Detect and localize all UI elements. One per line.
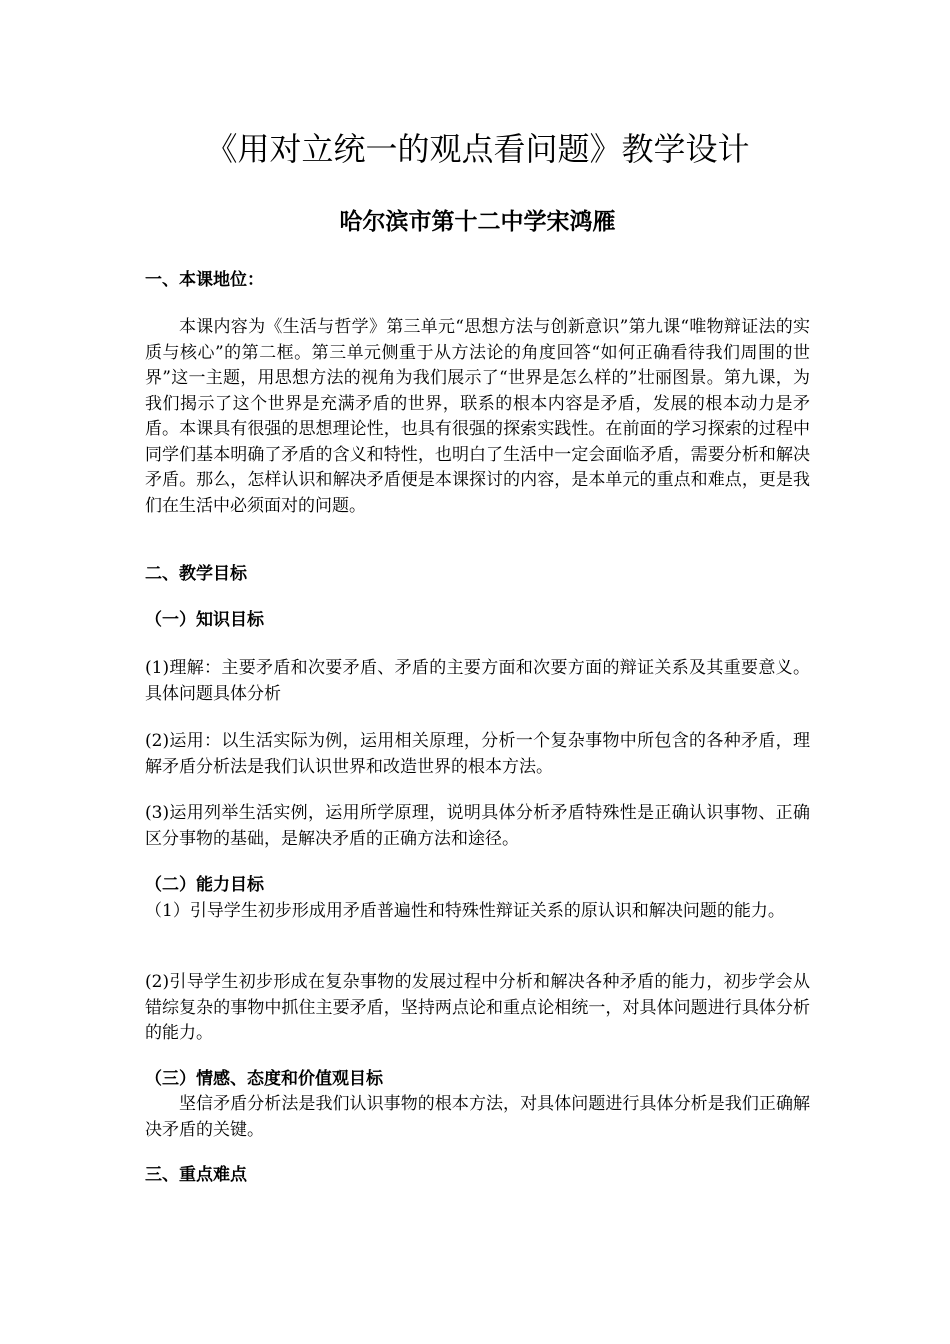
course-position-paragraph: 本课内容为《生活与哲学》第三单元“思想方法与创新意识”第九课“唯物辩证法的实质与核心”的第二框。第三单元侧重于从方法论的角度回答“如何正确看待我们周围的世界”这一主题，用思想方法的视角为我们展示了“世界是怎么样的”壮丽图景。第九课，为我们揭示了这个世界是充满矛盾的世界，联系的根本内容是矛盾，发展的根本动力是矛盾。本课具有很强的思想理论性，也具有很强的探索实践性。在前面的学习探索的过程中同学们基本明确了矛盾的含义和特性，也明白了生活中一定会面临矛盾，需要分析和解决矛盾。那么，怎样认识和解决矛盾便是本课探讨的内容，是本单元的重点和难点，更是我们在生活中必须面对的问题。 — [145, 317, 810, 516]
knowledge-goal-item-3: (3)运用列举生活实例，运用所学原理，说明具体分析矛盾特殊性是正确认识事物、正确区分事物的基础，是解决矛盾的正确方法和途径。 — [145, 803, 810, 849]
document-author: 哈尔滨市第十二中学宋鸿雁 — [339, 208, 616, 235]
knowledge-goal-item-2: (2)运用：以生活实际为例，运用相关原理，分析一个复杂事物中所包含的各种矛盾，理解矛盾分析法是我们认识世界和改造世界的根本方法。 — [145, 731, 810, 777]
ability-goal-item-1: （1）引导学生初步形成用矛盾普遍性和特殊性辩证关系的原认识和解决问题的能力。 — [145, 901, 785, 921]
subheading-knowledge-goals: （一）知识目标 — [145, 610, 264, 630]
values-goal-paragraph: 坚信矛盾分析法是我们认识事物的根本方法，对具体问题进行具体分析是我们正确解决矛盾的关键。 — [145, 1094, 810, 1140]
ability-goal-item-2: (2)引导学生初步形成在复杂事物的发展过程中分析和解决各种矛盾的能力，初步学会从错综复杂的事物中抓住主要矛盾，坚持两点论和重点论相统一，对具体问题进行具体分析的能力。 — [145, 972, 810, 1043]
section-heading-teaching-goals: 二、教学目标 — [145, 564, 247, 584]
section-heading-key-difficulties: 三、重点难点 — [145, 1165, 247, 1185]
knowledge-goal-item-1: (1)理解：主要矛盾和次要矛盾、矛盾的主要方面和次要方面的辩证关系及其重要意义。具体问题具体分析 — [145, 658, 810, 704]
subheading-values-goals: （三）情感、态度和价值观目标 — [145, 1069, 383, 1089]
subheading-ability-goals: （二）能力目标 — [145, 875, 264, 895]
document-title: 《用对立统一的观点看问题》教学设计 — [205, 130, 750, 168]
section-heading-course-position: 一、本课地位： — [145, 270, 264, 290]
